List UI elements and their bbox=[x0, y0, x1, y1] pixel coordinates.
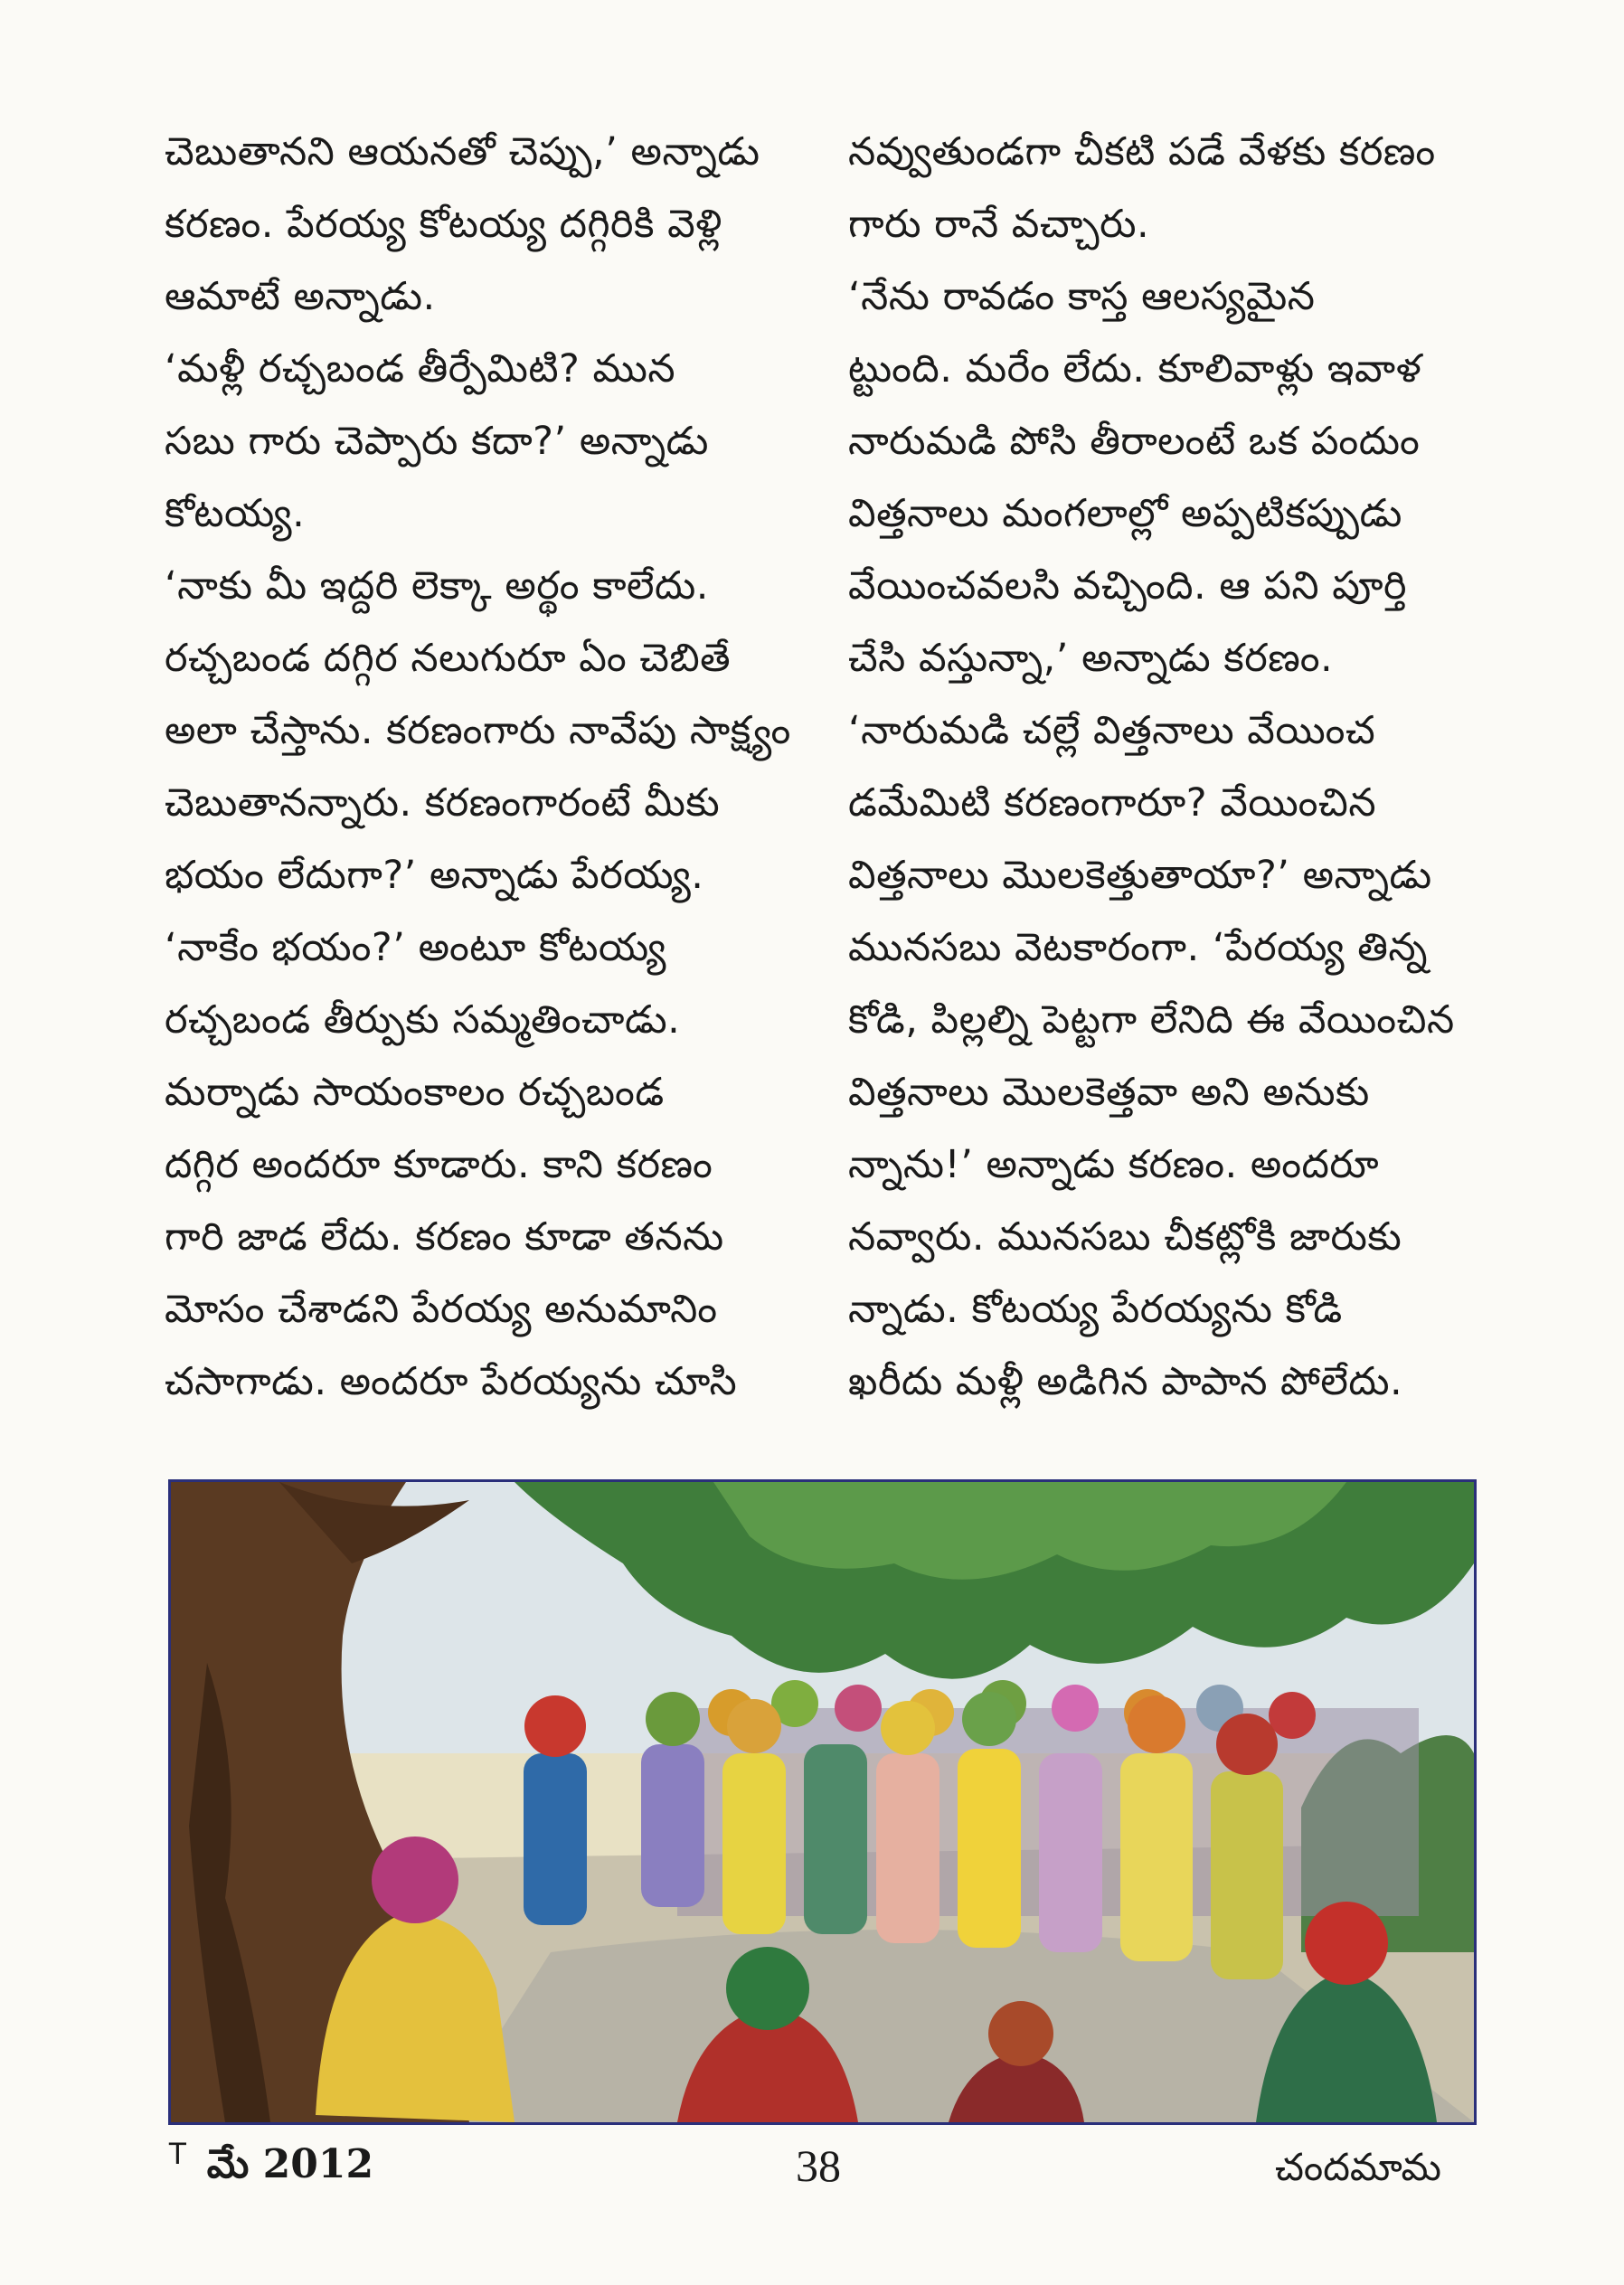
text-line: ‘మళ్లీ రచ్చబండ తీర్పేమిటి? మున bbox=[165, 346, 676, 392]
text-line: రచ్చబండ దగ్గిర నలుగురూ ఏం చెబితే bbox=[165, 636, 732, 681]
text-line: మునసబు వెటకారంగా. ‘పేరయ్య తిన్న bbox=[848, 925, 1428, 970]
text-line: ‘నాకేం భయం?’ అంటూ కోటయ్య bbox=[165, 925, 666, 970]
text-line: మోసం చేశాడని పేరయ్య అనుమానిం bbox=[165, 1287, 718, 1332]
text-line: ‘నారుమడి చల్లే విత్తనాలు వేయించ bbox=[848, 708, 1376, 753]
text-line: కోడి, పిల్లల్ని పెట్టగా లేనిది ఈ వేయించిన bbox=[848, 997, 1455, 1043]
text-line: డమేమిటి కరణంగారూ? వేయించిన bbox=[848, 780, 1377, 826]
village-gathering-illustration bbox=[168, 1479, 1477, 2125]
footer-issue bbox=[168, 2134, 373, 2197]
text-line: ఖరీదు మళ్లీ అడిగిన పాపాన పోలేదు. bbox=[848, 1359, 1403, 1404]
illustration-drawing bbox=[171, 1482, 1474, 2122]
footer-date: మే 2012 bbox=[206, 2141, 374, 2187]
text-line: కోటయ్య. bbox=[165, 491, 306, 536]
text-line: అలా చేస్తాను. కరణంగారు నావేపు సాక్ష్యం bbox=[165, 708, 791, 753]
right-text-column bbox=[848, 116, 1481, 1418]
text-line: ఆమాటే అన్నాడు. bbox=[165, 274, 436, 319]
text-line: కరణం. పేరయ్య కోటయ్య దగ్గిరికి వెళ్లి bbox=[165, 202, 722, 247]
magazine-name: చందమామ bbox=[1275, 2145, 1441, 2189]
text-line: విత్తనాలు మంగలాల్లో అప్పటికప్పుడు bbox=[848, 491, 1402, 536]
left-text-column bbox=[165, 116, 798, 1418]
text-line: రచ్చబండ తీర్పుకు సమ్మతించాడు. bbox=[165, 997, 681, 1043]
text-line: విత్తనాలు మొలకెత్తుతాయా?’ అన్నాడు bbox=[848, 853, 1432, 898]
text-line: చెబుతానని ఆయనతో చెప్పు,’ అన్నాడు bbox=[165, 129, 760, 175]
text-line: సబు గారు చెప్పారు కదా?’ అన్నాడు bbox=[165, 419, 709, 464]
text-line: ‘నాకు మీ ఇద్దరి లెక్కా అర్థం కాలేదు. bbox=[165, 563, 709, 609]
text-line: ట్టుంది. మరేం లేదు. కూలివాళ్లు ఇవాళ bbox=[848, 346, 1422, 392]
text-line: భయం లేదుగా?’ అన్నాడు పేరయ్య. bbox=[165, 853, 704, 898]
text-line: గారి జాడ లేదు. కరణం కూడా తనను bbox=[165, 1214, 724, 1260]
text-line: ‘నేను రావడం కాస్త ఆలస్యమైన bbox=[848, 274, 1316, 319]
footer-code: T bbox=[168, 2137, 187, 2171]
text-line: న్నాడు. కోటయ్య పేరయ్యను కోడి bbox=[848, 1287, 1343, 1332]
text-line: విత్తనాలు మొలకెత్తవా అని అనుకు bbox=[848, 1070, 1370, 1115]
text-line: నవ్వుతుండగా చీకటి పడే వేళకు కరణం bbox=[848, 129, 1436, 175]
text-line: వేయించవలసి వచ్చింది. ఆ పని పూర్తి bbox=[848, 563, 1408, 609]
text-line: గారు రానే వచ్చారు. bbox=[848, 202, 1150, 247]
text-line: మర్నాడు సాయంకాలం రచ్చబండ bbox=[165, 1070, 665, 1115]
text-line: దగ్గిర అందరూ కూడారు. కాని కరణం bbox=[165, 1142, 713, 1187]
text-line: నవ్వారు. మునసబు చీకట్లోకి జారుకు bbox=[848, 1214, 1402, 1260]
text-line: చేసి వస్తున్నా,’ అన్నాడు కరణం. bbox=[848, 636, 1334, 681]
text-line: చసాగాడు. అందరూ పేరయ్యను చూసి bbox=[165, 1359, 738, 1404]
text-line: నారుమడి పోసి తీరాలంటే ఒక పందుం bbox=[848, 419, 1421, 464]
text-line: న్నాను!’ అన్నాడు కరణం. అందరూ bbox=[848, 1142, 1380, 1187]
text-line: చెబుతానన్నారు. కరణంగారంటే మీకు bbox=[165, 780, 721, 826]
page-number: 38 bbox=[796, 2140, 841, 2191]
